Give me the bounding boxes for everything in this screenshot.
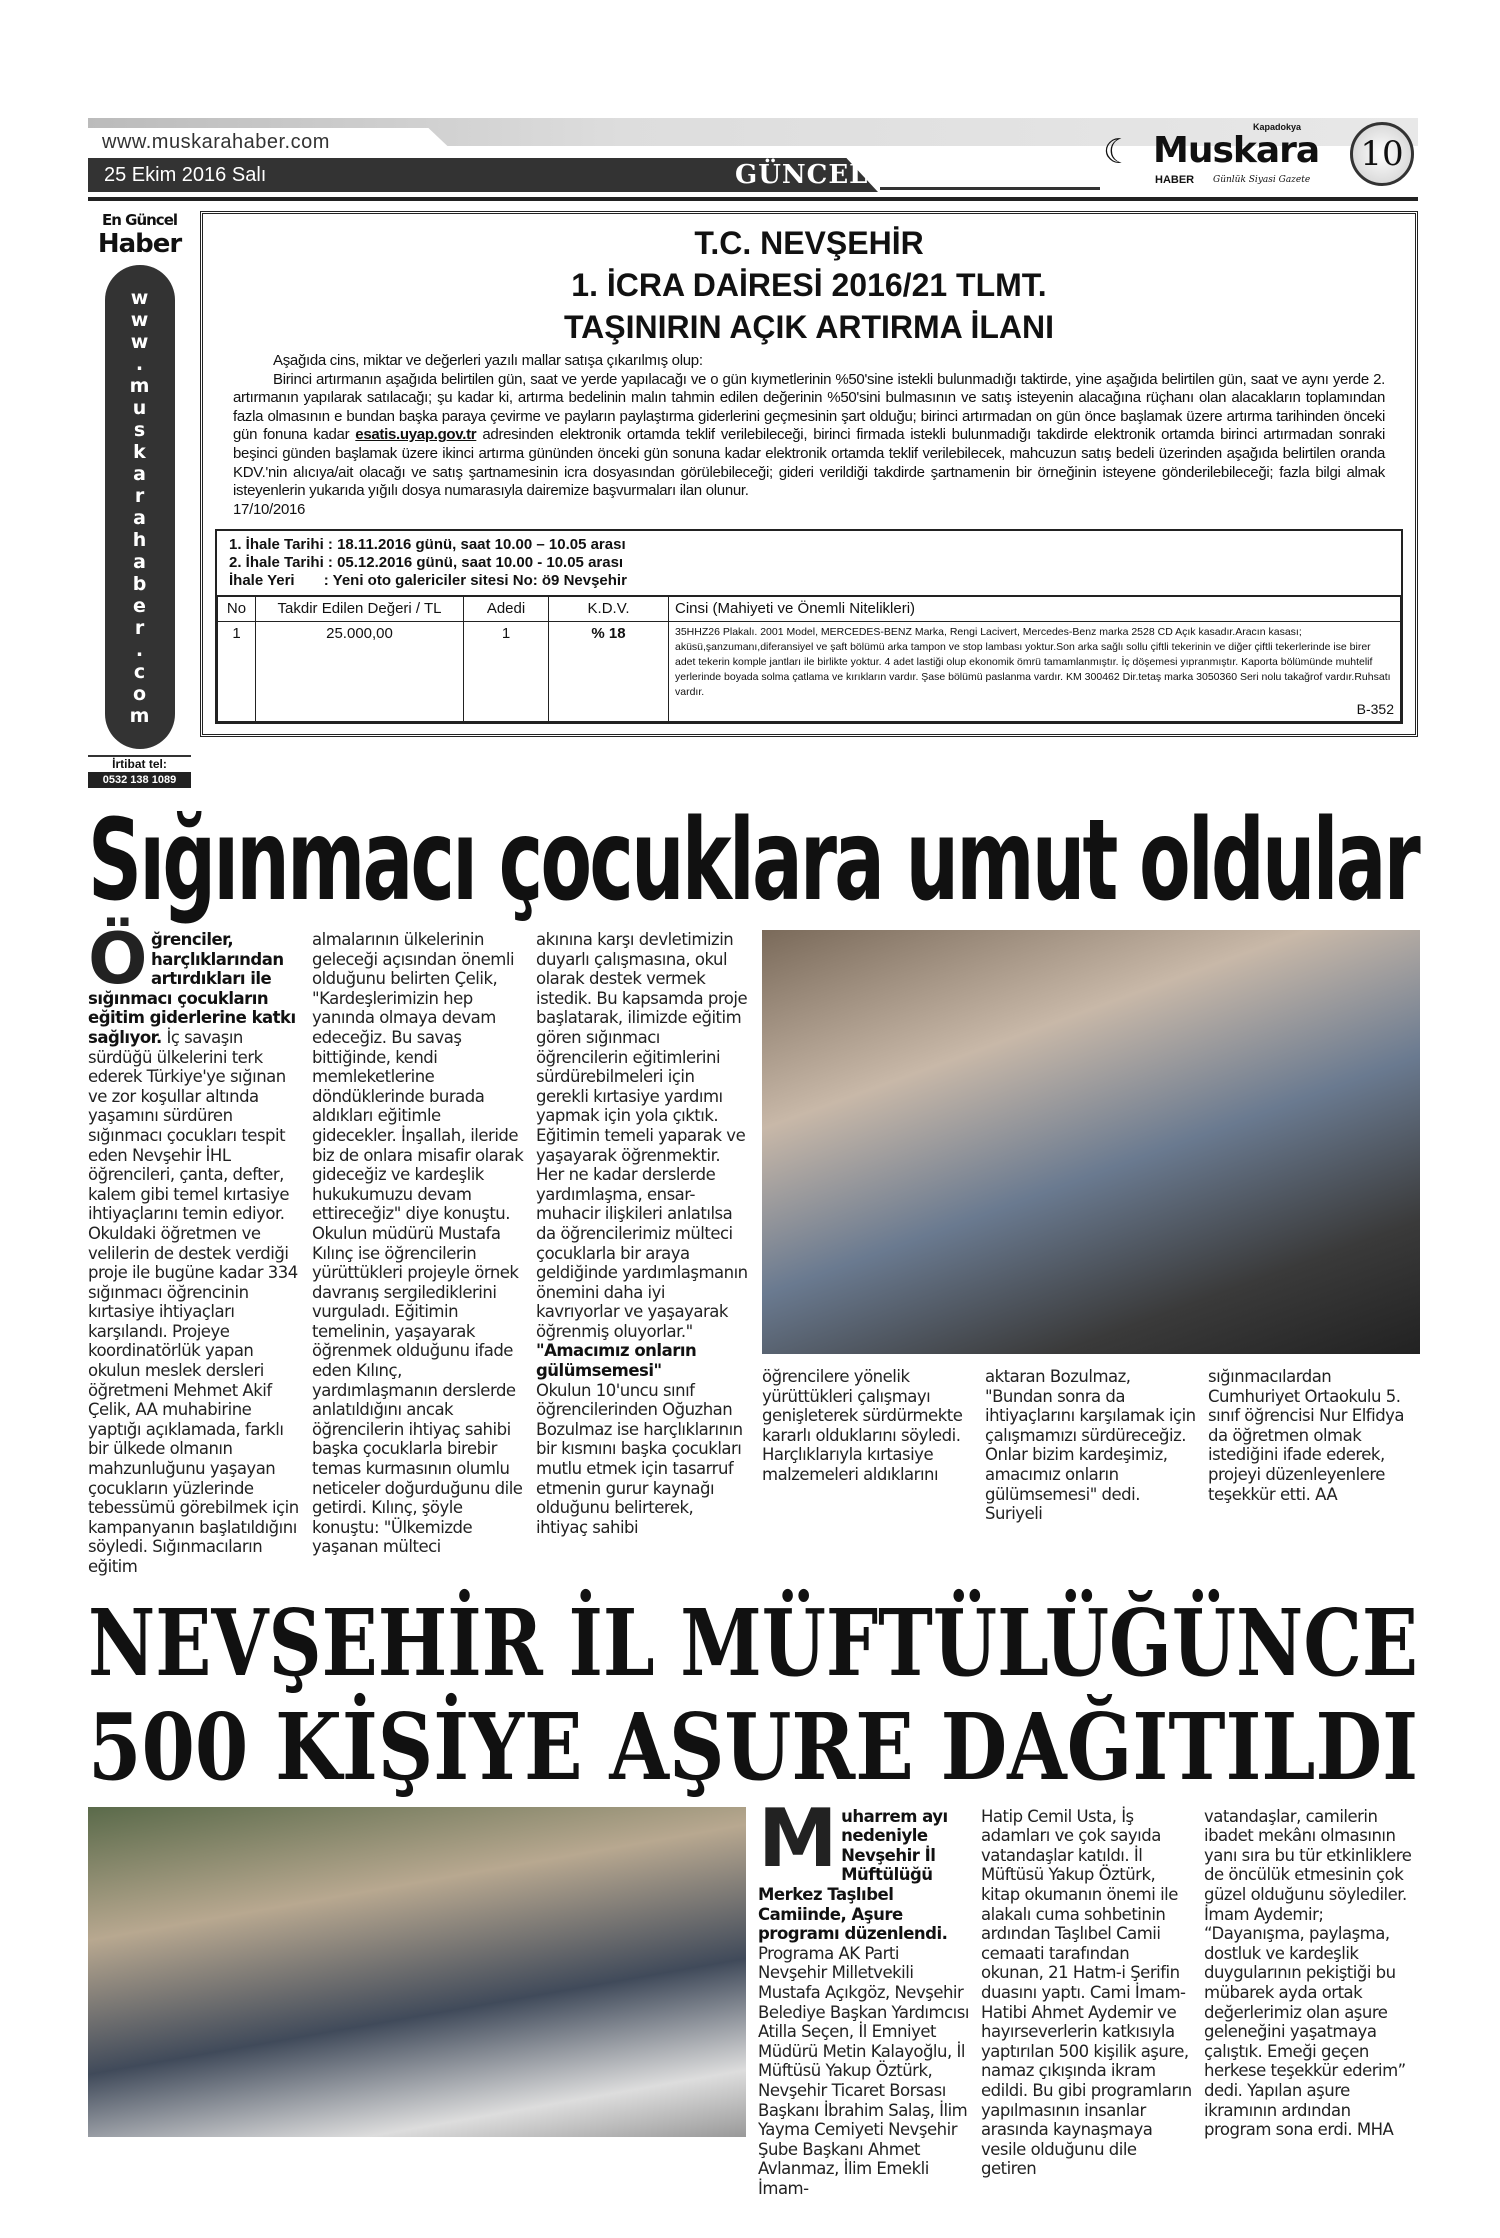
sidebar-url[interactable]: www.muskarahaber.com [105,265,175,749]
logo-haber: HABER [1155,174,1195,186]
article2-col3: vatandaşlar, camilerin ibadet mekânı olmasının yanı sıra bu tür etkinliklere de öncülük etmesinin çok güzel olduğunu söylediler. İmam Aydemir; “Dayanışma, paylaşma, dostluk ve kardeşlik duygularının pekiştiği bu mübarek ayda ortak değerlerimiz olan aşure geleneğini yaşatmaya çalıştık. Emeği geçen herkese teşekkür ederim” dedi. Yapılan aşure ikramının ardından program sona erdi. MHA [1204,1806,1412,2140]
col-qty: Adedi [464,597,549,622]
article1-col3 [536,930,748,1537]
article1-col6: sığınmacılardan Cumhuriyet Ortaokulu 5. sınıf öğrencisi Nur Elfidya da öğretmen olmak istediğini ifade ederek, projeyi düzenleyenlere teşekkür etti. AA [1208,1367,1405,1504]
headline-refugee-children-wrap [88,796,1418,926]
issue-date: 25 Ekim 2016 Salı [104,164,267,186]
divider [880,187,1100,190]
logo-kapadokya: Kapadokya [1253,122,1302,132]
cell-kdv: % 18 [549,622,669,722]
site-url[interactable]: www.muskarahaber.com [102,131,330,153]
sidebar-line1: En Güncel [101,211,178,229]
cell-no: 1 [218,622,256,722]
auction-table [217,596,1401,722]
article1-col4: öğrencilere yönelik yürüttükleri çalışmayı genişleterek sürdürmekte kararlı olduklarını söyledi. Harçlıklarıyla kırtasiye malzemeleri aldıklarını [762,1367,963,1484]
article2-col2: Hatip Cemil Usta, İş adamları ve çok sayıda vatandaşlar katıldı. İl Müftüsü Yakup Öztürk, kitap okumanın önemi ile alakalı cuma sohbetinin ardından Taşlıbel Camii cemaati tarafından okunan, 21 Hatm-i Şerifin duasını yaptı. Cami İmam-Hatibi Ahmet Aydemir ve hayırseverlerin katkısıyla yaptırılan 500 kişilik aşure, namaz çıkışında ikram edildi. Bu gibi programların yapılmasının insanlar arasında kaynaşmaya vesile olduğunu dile getiren [981,1806,1192,2179]
esatis-link[interactable]: esatis.uyap.gov.tr [355,426,477,444]
table-row [218,622,1401,722]
col-value: Takdir Edilen Değeri / TL [256,597,464,622]
article2-text-1: Programa AK Parti Nevşehir Milletvekili Mustafa Açıkgöz, Nevşehir Belediye Başkan Yardımcısı Atilla Seçen, İl Emniyet Müdürü Metin Kalayoğlu, İl Müftüsü Yakup Öztürk, Nevşehir Ticaret Borsası Başkanı İbrahim Salaş, İlim Yayma Cemiyeti Nevşehir Şube Başkanı Ahmet Avlanmaz, İlim Emekli İmam- [758,1943,969,2198]
auction-date-2: 2. İhale Tarihi : 05.12.2016 günü, saat 10.00 - 10.05 arası [229,554,624,572]
bird-logo-icon: ☾ [1103,133,1134,171]
headline-asure [88,1588,1418,1801]
logo-name: Muskara [1153,130,1320,171]
headline-refugee-children: Sığınmacı çocuklara umut oldular [88,796,1418,926]
notice-date: 17/10/2016 [233,500,306,518]
sidebar-line2: Haber [97,229,182,259]
sidebar-ad [88,211,191,788]
headline-asure-line1: NEVŞEHİR İL MÜFTÜLÜĞÜNCE [88,1588,1418,1697]
drop-cap: M [758,1791,838,1885]
table-header-row [218,597,1401,622]
logo-subtitle: Günlük Siyasi Gazete [1213,175,1311,185]
legal-notice [200,211,1418,737]
photo-asure-serving [88,1807,746,2137]
article1-subhead: "Amacımız onların gülümsemesi" [536,1341,697,1381]
article2-lead: uharrem ayı nedeniyle Nevşehir İl Müftülüğü Merkez Taşlıbel Camiinde, Aşure programı düzenlendi. [758,1806,948,1944]
col-kdv: K.D.V. [549,597,669,622]
section-title: GÜNCEL [735,160,869,190]
headline-asure-line2: 500 KİŞİYE AŞURE DAĞITILDI [88,1692,1418,1801]
article1-subcolumns [762,1367,1420,1524]
notice-title-2: 1. İCRA DAİRESİ 2016/21 TLMT. [571,267,1047,303]
auction-date-1: 1. İhale Tarihi : 18.11.2016 günü, saat 10.00 – 10.05 arası [229,536,626,554]
drop-cap: Ö [88,918,148,1000]
page-header [88,118,1418,202]
article1-lead: ğrenciler, harçlıklarından artırdıkları ile sığınmacı çocukların eğitim giderlerine katkı sağlıyor. [88,930,296,1047]
article-asure [88,1791,1418,2199]
notice-title-3: TAŞINIRIN AÇIK ARTIRMA İLANI [563,309,1055,345]
notice-title-1: T.C. NEVŞEHİR [694,225,924,261]
top-row [88,211,1418,788]
notice-para-2a: Birinci artırmanın aşağıda belirtilen gün, saat ve yerde yapılacağı ve o gün kıymetlerinin %50'sine istekli bulunmadığı taktirde, yine aşağıda belirtilen gün, saat ve aynı yerde 2. artırmanın yapılarak satılacağı; şu kadar ki, artırma bedelinin malın tahmin edilen değerinin %50'sini bulmasının ve satış isteyenin alacağına rüçhanı olan alacakların toplamından fazla olmasının e bundan başka paraya çevirme ve payların paylaştırma giderlerini geçmesinin şart olduğu; birinci artırmadan on gün önce başlamak üzere artırma tarihinden önceki gün fonuna kadar [233,370,1385,444]
article1-right [762,930,1420,1524]
notice-code: B-352 [1356,701,1394,718]
article-refugee-children [88,918,1418,1577]
article1-col1 [88,918,300,1577]
article1-text-3b: Okulun 10'uncu sınıf öğrencilerinden Oğuzhan Bozulmaz ise harçlıklarının bir kısmını başka çocukları mutlu etmek için tasarruf etmenin gurur kaynağı olduğunu belirterek, ihtiyaç sahibi [536,1380,743,1537]
col-no: No [218,597,256,622]
col-desc: Cinsi (Mahiyeti ve Önemli Nitelikleri) [669,597,1401,622]
notice-body [233,352,1385,519]
auction-place: İhale Yeri : Yeni oto galericiler sitesi No: ö9 Nevşehir [229,572,627,590]
article1-text-1: İç savaşın sürdüğü ülkelerini terk ederek Türkiye'ye sığınan ve zor koşullar altında yaşamını sürdüren sığınmacı çocukları tespit eden Nevşehir İHL öğrencileri, çanta, defter, kalem gibi temel kırtasiye ihtiyaçlarını temin ediyor. Okuldaki öğretmen ve velilerin de destek verdiği proje ile bugüne kadar 334 sığınmacı öğrencinin kırtasiye ihtiyaçları karşılandı. Projeye koordinatörlük yapan okulun meslek dersleri öğretmeni Mehmet Akif Çelik, AA muhabirine yaptığı açıklamada, farklı bir ülkede olmanın mahzunluğunu yaşayan çocukların yüzlerinde tebessümü görebilmek için kampanyanın başlatıldığını söyledi. Sığınmacıların eğitim [88,1027,299,1576]
photo-children-with-bags [762,930,1420,1354]
contact-label: İrtibat tel: [88,755,191,772]
cell-value: 25.000,00 [256,622,464,722]
notice-para-2b: adresinden elektronik ortamda teklif verilebileceği, birinci firmada istekli bulunmadığı takdirde elektronik ortamda birinci artırmadan sonraki beşinci günden başlamak üzere ikinci artırma gününden önceki gün sonuna kadar elektronik ortamda teklif verilebilecek, mahcuzun satış bedeli üzerinden aşağıda belirtilen oranda KDV.'nin alıcıya/ait olacağı ve satış şartnamesinin icra dosyasından görülebileceği; gideri verildiği takdirde şartnamenin bir örneğinin isteyene gönderilebileceği; fazla bilgi almak isteyenlerin yukarıda yığılı dosya numarasıyla dairemize başvurmaları ilan olunur. [233,426,1386,500]
article1-col5: aktaran Bozulmaz, "Bundan sonra da ihtiyaçlarını karşılamak için çalışmamızı sürdüreceğiz. Onlar bizim kardeşimiz, amacımız onların gülümsemesi" dedi. Suriyeli [985,1367,1196,1524]
page-number: 10 [1350,122,1414,186]
article1-col2: almalarının ülkelerinin geleceği açısından önemli olduğunu belirten Çelik, "Kardeşlerimizin hep yanında olmaya devam edeceğiz. Bu savaş bittiğinde, kendi memleketlerine döndüklerinde burada aldıkları eğitimle gidecekler. İnşallah, ileride biz de onlara misafir olarak gideceğiz ve kardeşlik hukukumuzu devam ettireceğiz" diye konuştu. Okulun müdürü Mustafa Kılınç ise öğrencilerin yürüttükleri projeyle örnek davranış sergilediklerini vurguladı. Eğitimin temelinin, yaşayarak öğrenmek olduğunu ifade eden Kılınç, yardımlaşmanın derslerde anlatıldığını ancak öğrencilerin ihtiyaç sahibi başka çocuklarla birebir temas kurmasının olumlu neticeler doğurduğunu dile getirdi. Kılınç, şöyle konuştu: "Ülkemizde yaşanan mülteci [312,930,524,1557]
newspaper-logo [1103,122,1343,192]
cell-qty: 1 [464,622,549,722]
auction-box [215,529,1403,724]
notice-para-1: Aşağıda cins, miktar ve değerleri yazılı mallar satışa çıkarılmış olup: [273,352,703,369]
header-rule [88,197,1418,201]
article1-text-3a: akınına karşı devletimizin duyarlı çalışmasına, okul olarak destek vermek istedik. Bu kapsamda proje başlatarak, ilimizde eğitim gören sığınmacı öğrencilerin eğitimlerini sürdürebilmeleri için gerekli kırtasiye yardımı yapmak için yola çıktık. Eğitimin temeli yaparak ve yaşayarak öğrenmektir. Her ne kadar derslerde yardımlaşma, ensar-muhacir ilişkileri anlatılsa da öğrencilerimiz mülteci çocuklarla bir araya geldiğinde yardımlaşmanın önemini daha iyi kavrıyorlar ve yaşayarak öğrenmiş oluyorlar." [536,930,748,1341]
cell-desc: 35HHZ26 Plakalı. 2001 Model, MERCEDES-BENZ Marka, Rengi Lacivert, Mercedes-Benz marka 2528 CD Açık kasadır.Aracın kasası; aküsü,şanzumanı,diferansiyel ve şaft bölümü arka tampon ve stop lambası yoktur.Son arka sağlı sollu çiftli tekerinin ve diğer çiftli tekerlerinde ise birer adet tekerin komple jantları ile birlikte yoktur. 4 adet lastiği olup ekonomik ömrü tamamlanmıştır. İç döşemesi yıpranmıştır. Kaporta bölümünde muhtelif yerlerinde boyada solma çatlama ve kırıkların vardır. Şase bölümü paslanma vardır. KM 300462 Dir.tetaş marka 3050360 Seri nolu takağrof vardır.Ruhsatı vardır. [675,626,1391,699]
article2-col1 [758,1791,969,2199]
contact-phone: 0532 138 1089 [88,772,191,788]
